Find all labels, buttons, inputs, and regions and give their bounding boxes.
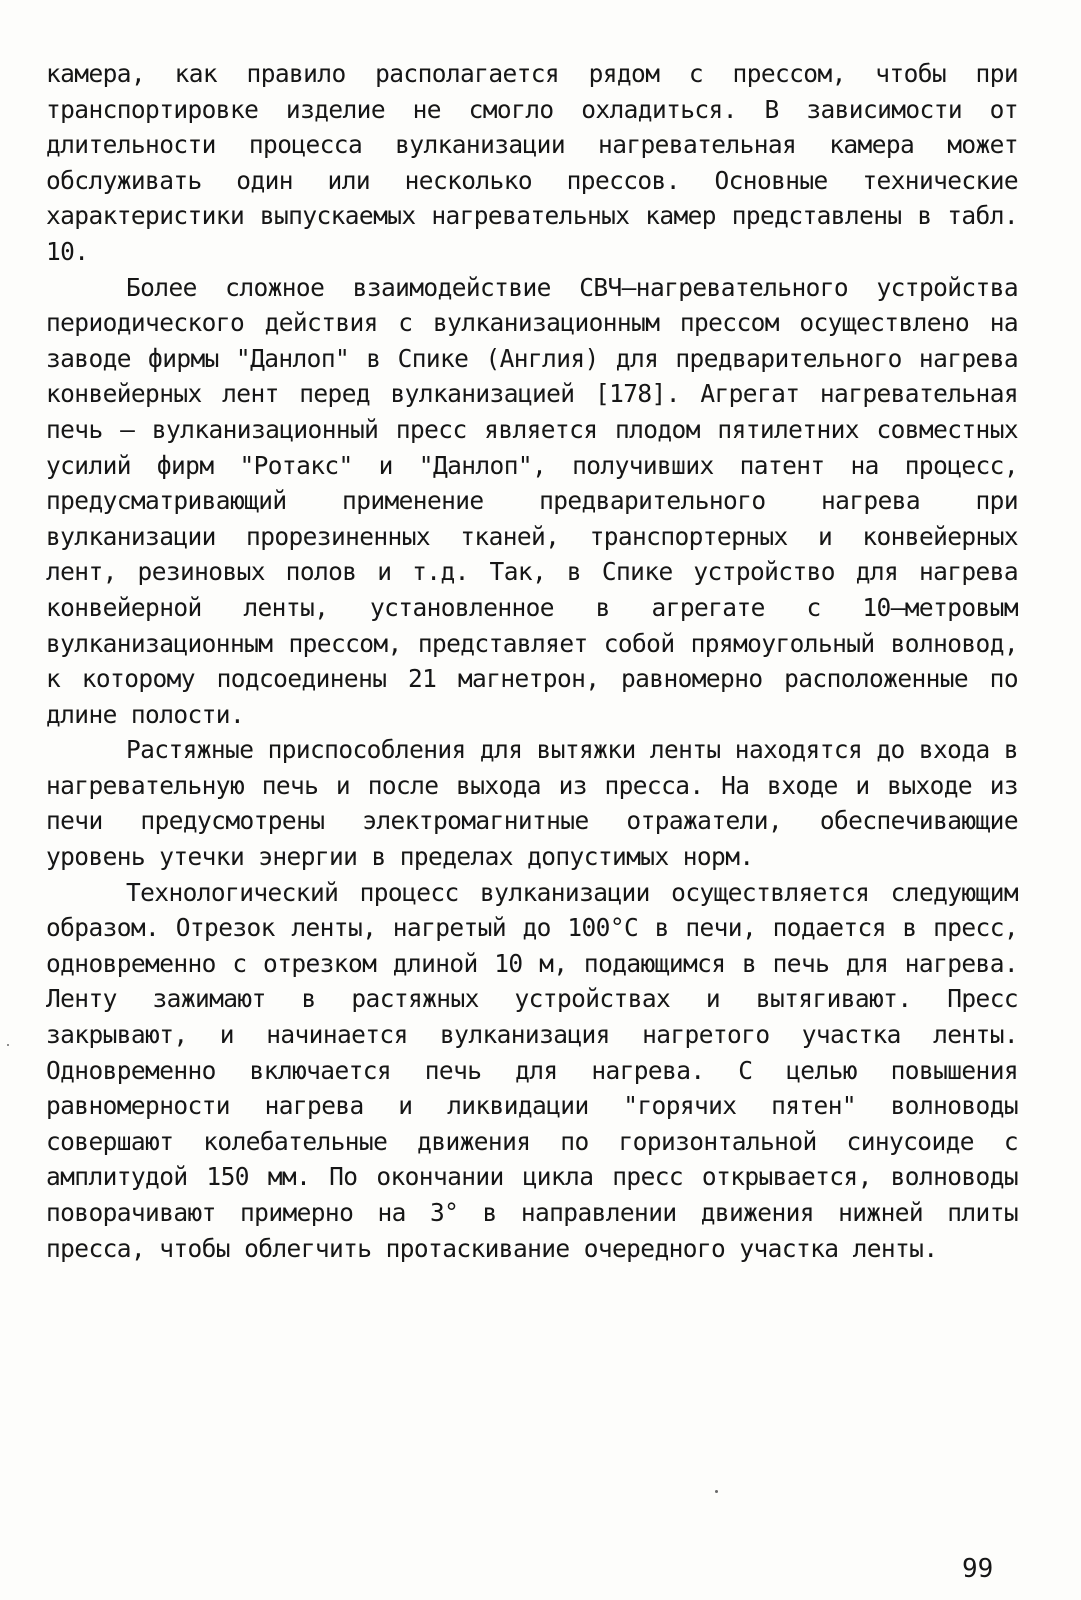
page-number: 99: [962, 1554, 994, 1584]
scan-speck: [7, 1044, 9, 1046]
body-text: [46, 56, 1018, 1266]
scan-speck: [715, 1490, 718, 1493]
paragraph-4: Технологический процесс вулканизации осуществляется следующим образом. Отрезок ленты, нагретый до 100°С в печи, подается в пресс, одновременно с отрезком длиной 10 м, подающимся в печь для нагрева. Ленту зажимают в растяжных устройствах и вытягивают. Пресс закрывают, и начинается вулканизация нагретого участка ленты. Одновременно включается печь для нагрева. С целью повышения равномерности нагрева и ликвидации "горячих пятен" волноводы совершают колебательные движения по горизонтальной синусоиде с амплитудой 150 мм. По окончании цикла пресс открывается, волноводы поворачивают примерно на 3° в направлении движения нижней плиты пресса, чтобы облегчить протаскивание очередного участка ленты.: [46, 877, 1018, 1263]
paragraph-3: Растяжные приспособления для вытяжки ленты находятся до входа в нагревательную печь и после выхода из пресса. На входе и выходе из печи предусмотрены электромагнитные отражатели, обеспечивающие уровень утечки энергии в пределах допустимых норм.: [46, 735, 1018, 872]
paragraph-1: камера, как правило располагается рядом с прессом, чтобы при транспортировке изделие не смогло охладиться. В зависимости от длительности процесса вулканизации нагревательная камера может обслуживать один или несколько прессов. Основные технические характеристики выпускаемых нагревательных камер представлены в табл. 10.: [46, 59, 1018, 266]
paragraph-2: Более сложное взаимодействие СВЧ–нагревательного устройства периодического действия с вулканизационным прессом осуществлено на заводе фирмы "Данлоп" в Спике (Англия) для предварительного нагрева конвейерных лент перед вулканизацией [178]. Агрегат нагревательная печь – вулканизационный пресс является плодом пятилетних совместных усилий фирм "Ротакс" и "Данлоп", получивших патент на процесс, предусматривающий применение предварительного нагрева при вулканизации прорезиненных тканей, транспортерных и конвейерных лент, резиновых полов и т.д. Так, в Спике устройство для нагрева конвейерной ленты, установленное в агрегате с 10–метровым вулканизационным прессом, представляет собой прямоугольный волновод, к которому подсоединены 21 магнетрон, равномерно расположенные по длине полости.: [46, 272, 1018, 729]
